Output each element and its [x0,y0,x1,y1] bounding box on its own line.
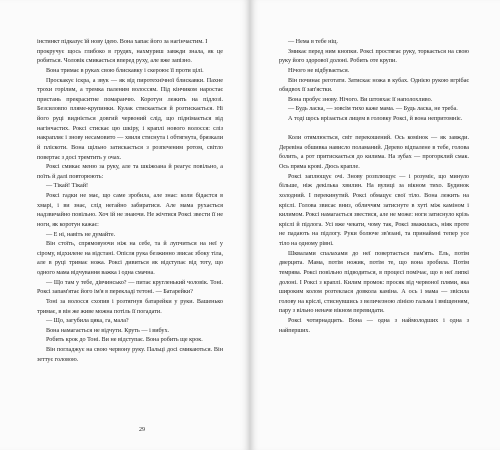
paragraph: Він погладжує на свою червону руку. Пальці досі смикаються. Він зеттує головою. [37,347,223,363]
paragraph: А тоді щось врізається лицем в головку Роксі, й вона непритомніє. [288,116,463,122]
paragraph: інстинкт підказує їй нову ідею. Вона хапає його за нагінчастим. І [37,39,208,45]
left-page-text [37,38,223,365]
paragraph: Шквалами спалахами до неї повертається пам'ять. Ель, потім дверцята. Мама, потім ножик, потім те, що вона зробила. Потім темрява. Роксі повільно підводиться, в процесі помічає, що в неї липкі долоні. І Роксі з краплі. Килим промок: просяк від червоної плями, яка широким колом розтеклася довкола каміна. А ось і мама — звісила голову на кріслі, стиснувшись з величезною лінією гальма і вміщенням, пару з вільно неначе вікном перевидати. [279,250,469,315]
paragraph: Роксі гадки не має, що саме зробила, але знає: коли бідаєтся в хмарі, і ви знає, слід негайно забиратися. Але мама рухається надзвичайно повільно. Хоч ій не знаючи. Не жічтися Роксі звести її не ноги, як коротун кажає: [37,193,223,228]
paragraph: Проскакує іскра, а звук — як від пиротехнічної блискавки. Пахне трохи горілим, а тремка паленим волоссям. Під кінчиком наростає пристань прекраситне помаранчю. Коротун лежить на підлозі. Безсиловпо пляме-крупинки. Кулак стискається й розтискається. Ні його руці видніється довгий червоний слід, що піднімається від нагінчастих. Роксі стискає цю шкіру, і краплі нового волосся: сліз накрапляє і знову несамовито — хвиля стиснута і обтягнута, брязкали й пліскоти. Вона щільно затискається з розпеченим ротом, світло повертає з досі тремтить у очах. [37,77,223,161]
paragraph: — Нема в тебе ніц. [288,39,338,45]
paragraph: Вона пробує знову. Нічого. Ви штовхає її наполохливо. [288,96,433,103]
paragraph: Тоні за волосся схопив і розтягнув батарейки у руки. Вашенько тримає, в він же живе можна потіль її погадати. [37,298,223,315]
right-page-text [279,38,469,336]
right-page [251,0,500,450]
paragraph: Нічого не відбувається. [288,67,350,74]
page-number: 29 [139,427,145,433]
paragraph: Робить крок до Тоні. Ви не відступає. Вона робить ще крок. [46,337,203,344]
paragraph: Коли отямлюється, світ перекошений. Ось комінок — як завжди. Деревіна обшивка нависло поламаний. Дерево відпалене в тебе, голова болить, а рот притискається до килима. На зубах — прогорклий смак. Ось пряма крові. Дюсь крапле. [279,135,469,171]
paragraph: Вона тримає в руках свою блискавку і скероює її проти цілі. [46,67,204,74]
paragraph: Вона намагається не відчути. Круть — і вибух. [46,327,170,334]
paragraph: — Тікай! Тікай! [46,183,89,190]
paragraph: прокручує щось глибоко в грудях, нахмуриш завжди знала, як це робиться. Чоловік смикається вперед руху, але вже запізно. [37,48,223,65]
paragraph: — Е ні, навіть не думайте. [46,231,116,238]
paragraph: Змикає перед ним кнопки. Роксі простягає руку, торкається на свою руку його здорової долоні. Робить оте крупи. [279,48,469,65]
paragraph: Роксі чотирнадцять. Вона — одна з наймолодших і одна з найперших. [279,318,469,334]
paragraph: Роксі смикає меню за руку, але та шкіжоана й реагує повільно, а поїть й далі повторюють: [37,164,223,180]
paragraph: Він стоїть, спрямовуючи ніж на себе, та й лупчиться на неї у сірому, відхилене на відстані. Опісля рука безжинно звисає збоку тіла, але в руці тримає ножа. Роксі дивиться як відступає від тоту, що одного мама відчування важка і одна смачна. [37,241,223,276]
paragraph: — Що, загубила цяка, га, мала? [46,318,129,325]
paragraph: Він починає реготати. Затискає ножа в кубах. Однією рукою вгрібає обидвох її зап'ястки. [279,77,469,94]
left-page [0,0,249,450]
paragraph: Роксі заплющує очі. Знову розплющує — і розуміє, що минуло більше, ніж декілька хвилин. На вулиці за вікном тихо. Будинок холодний. І перекинутий. Роксі обмацує свої тіло. Вона лежить на кріслі. Голова звисає вниз, обличчям затиснуте в хуті між каміном і килимом. Роксі намагається звестися, але не може: ноги затиснуло крізь кріслі й підлога. Усі вже чекати, чому так, Роксі зважилась, ніяк проте не падають на підлогу. Руки болюче зв'язані, та принаймні тепер усе тіло на одному рівні. [279,173,469,248]
paragraph: — Будь ласка, — зовсім тихо каже мама. — Будь ласка, не треба. [288,106,458,113]
paragraph: — Що там у тебе, дівчинсько? — питає кругленький чоловік. Тоні. Роксі запам'ятає його ім'я в перекладі тетоні. — Батарейки? [37,279,223,296]
